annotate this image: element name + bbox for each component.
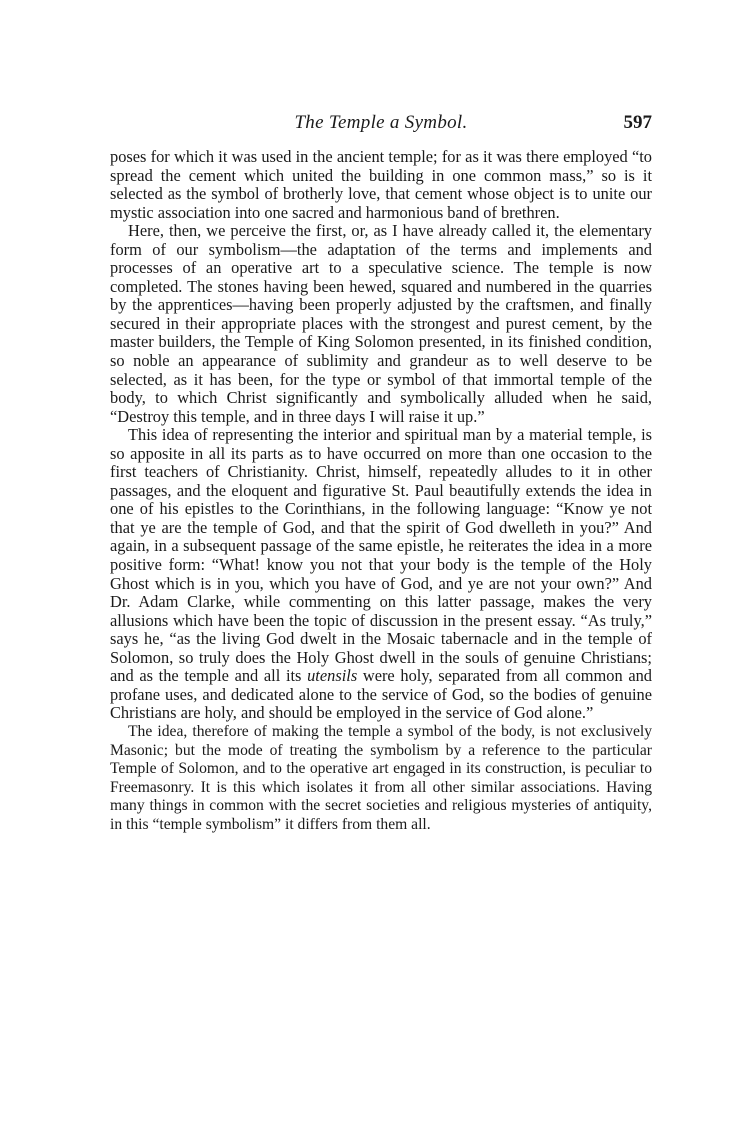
paragraph-text-after: were holy, separated from all common and profane uses, and dedicated alone to the service of God, so the bodies of genuine Christians are holy, and should be employed in the service of God alone.” <box>110 666 652 723</box>
paragraph-continuation: poses for which it was used in the ancient temple; for as it was there employed “to spread the cement which united the building in one common mass,” so is it selected as the symbol of brotherly love, that cement whose object is to unite our mystic association into one sacred and harmonious band of brethren. <box>110 147 652 222</box>
paragraph-temple-symbolism: The idea, therefore of making the temple a symbol of the body, is not exclusively Masonic; but the mode of treating the symbolism by a reference to the particular Temple of Solomon, and to the operative art engaged in its construction, is peculiar to Freemasonry. It is this which isolates it from all other similar associations. Having many things in common with the secret societies and religious mysteries of antiquity, in this “temple symbolism” it differs from them all. <box>110 722 652 833</box>
paragraph-elementary-form: Here, then, we perceive the first, or, as I have already called it, the elementary form of our symbolism—the adaptation of the terms and implements and processes of an operative art to a speculative science. The temple is now completed. The stones having been hewed, squared and numbered in the quarries by the apprentices—having been properly adjusted by the craftsmen, and finally secured in their appropriate places with the strongest and purest cement, by the master builders, the Temple of King Solomon presented, in its finished condition, so noble an appearance of sublimity and grandeur as to well deserve to be selected, as it has been, for the type or symbol of that immortal temple of the body, to which Christ significantly and symbolically alluded when he said, “Destroy this temple, and in three days I will raise it up.” <box>110 221 652 426</box>
running-head <box>110 112 652 138</box>
emphasized-word: utensils <box>307 666 358 686</box>
paragraph-material-temple <box>110 426 652 723</box>
page-number: 597 <box>623 112 652 133</box>
running-title: The Temple a Symbol. <box>294 112 468 133</box>
body-text <box>110 148 652 834</box>
paragraph-text-before: This idea of representing the interior and spiritual man by a material temple, is so apposite in all its parts as to have occurred on more than one occasion to the first teachers of Christianity. Christ, himself, repeatedly alludes to it in other passages, and the eloquent and figurative St. Paul beautifully extends the idea in one of his epistles to the Corinthians, in the following language: “Know ye not that ye are the temple of God, and that the spirit of God dwelleth in you?” And again, in a subsequent passage of the same epistle, he reiterates the idea in a more positive form: “What! know you not that your body is the temple of the Holy Ghost which is in you, which you have of God, and ye are not your own?” And Dr. Adam Clarke, while commenting on this latter passage, makes the very allusions which have been the topic of discussion in the present essay. “As truly,” says he, “as the living God dwelt in the Mosaic tabernacle and in the temple of Solomon, so truly does the Holy Ghost dwell in the souls of genuine Christians; and as the temple and all its <box>110 425 652 686</box>
